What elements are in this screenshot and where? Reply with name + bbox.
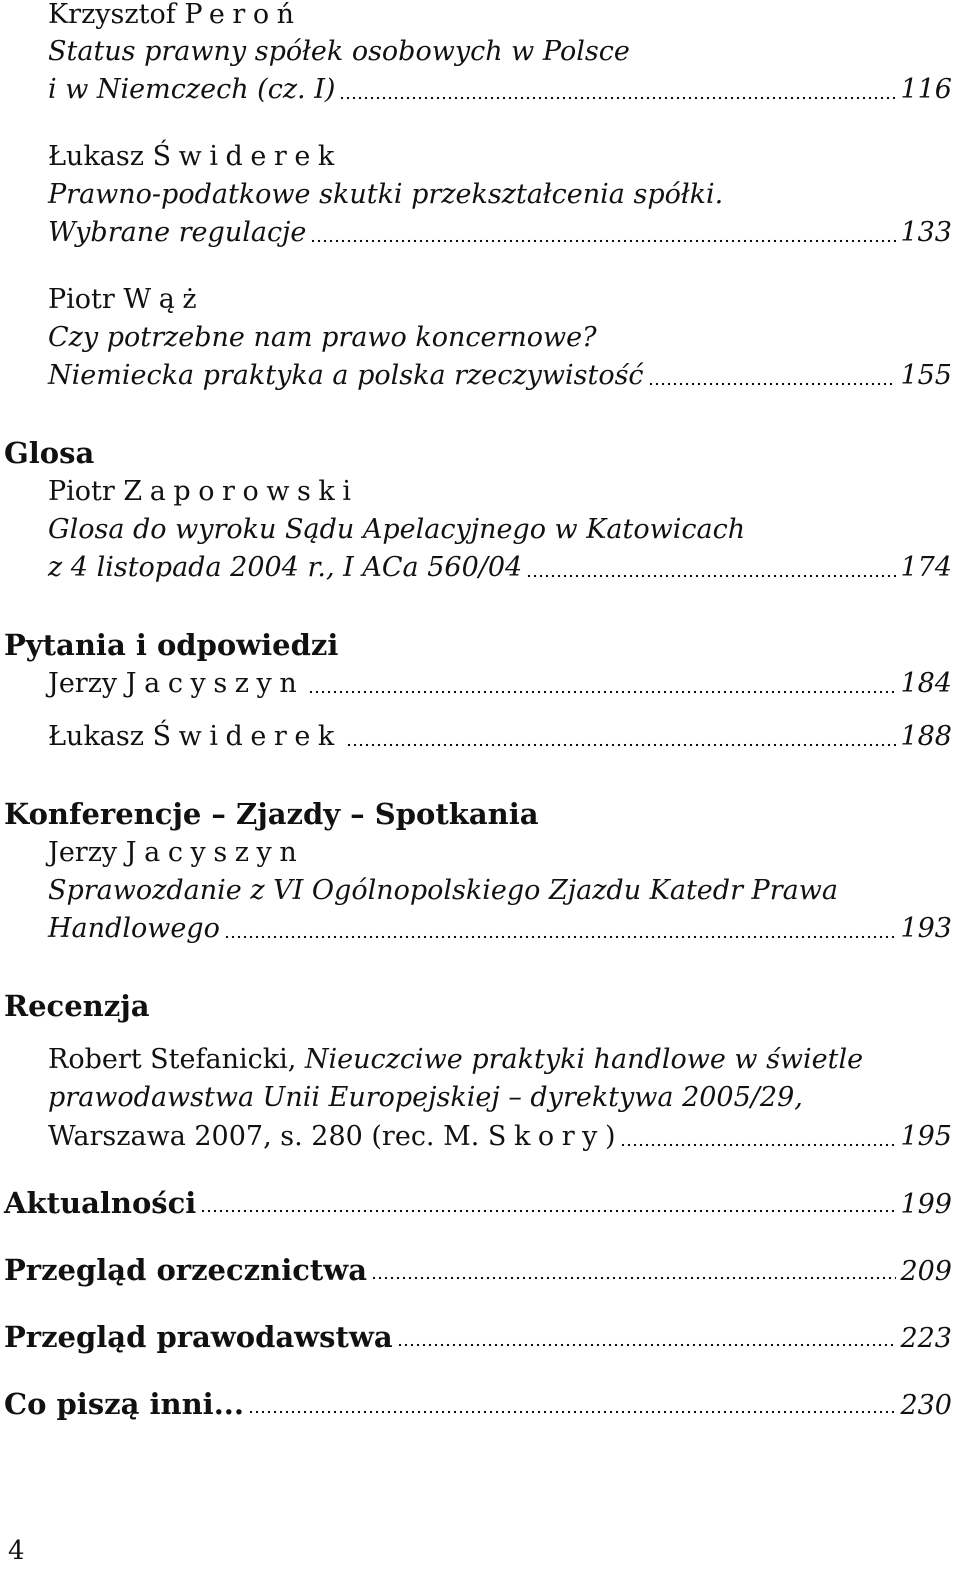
author-last-name: Wąż (123, 284, 205, 315)
entry-title-text: Handlowego (48, 913, 220, 944)
review-title-text: Nieuczciwe praktyki handlowe w świetle (304, 1044, 864, 1075)
page-ref: 174 (900, 552, 952, 583)
entry-author (48, 281, 952, 319)
entry-author (48, 834, 952, 872)
author-first-name: Łukasz (48, 721, 144, 752)
entry-title-line: Czy potrzebne nam prawo koncernowe? (48, 322, 597, 353)
author-last-name: Peroń (184, 0, 302, 30)
page-ref: 230 (900, 1390, 952, 1421)
section-aktualnosci[interactable] (4, 1184, 952, 1222)
entry-title-line-with-page[interactable] (48, 549, 952, 587)
dot-leader (339, 96, 896, 100)
entry-author (48, 138, 952, 176)
review-line: prawodawstwa Unii Europejskiej – dyrektywa 2005/29, (48, 1082, 803, 1113)
author-last-name: Świderek (152, 721, 342, 752)
section-heading-pytania: Pytania i odpowiedzi (4, 628, 339, 662)
page-ref: 116 (900, 74, 952, 105)
entry-author (48, 0, 952, 34)
section-przeglad-orzecznictwa[interactable] (4, 1251, 952, 1289)
section-heading: Przegląd orzecznictwa (4, 1253, 368, 1287)
author-first-name: Jerzy (48, 668, 118, 699)
entry-title-text: Wybrane regulacje (48, 217, 307, 248)
section-heading: Przegląd prawodawstwa (4, 1320, 393, 1354)
section-heading-recenzja: Recenzja (4, 989, 150, 1023)
dot-leader (620, 1143, 897, 1147)
entry-title-line: Status prawny spółek osobowych w Polsce (48, 36, 630, 67)
dot-leader (224, 935, 897, 939)
author-last-name: Jacyszyn (125, 837, 305, 868)
page-ref: 155 (900, 360, 952, 391)
section-przeglad-prawodawstwa[interactable] (4, 1318, 952, 1356)
author-first-name: Piotr (48, 476, 115, 507)
page-ref: 188 (900, 721, 952, 752)
entry-title-text: z 4 listopada 2004 r., I ACa 560/04 (48, 552, 523, 583)
dot-leader (397, 1343, 897, 1347)
author-last-name: Świderek (152, 141, 342, 172)
author-first-name: Jerzy (48, 837, 118, 868)
qa-entry[interactable] (48, 665, 952, 703)
dot-leader (371, 1276, 896, 1280)
review-publication-text: Warszawa 2007, s. 280 (rec. M. (48, 1121, 480, 1152)
review-author: Robert Stefanicki, (48, 1044, 297, 1075)
entry-title-line-with-page[interactable] (48, 910, 952, 948)
section-co-pisza-inni[interactable] (4, 1385, 952, 1423)
dot-leader (346, 743, 897, 747)
page-ref: 193 (900, 913, 952, 944)
entry-title-line-with-page[interactable] (48, 71, 952, 109)
review-publication-info (48, 1118, 616, 1156)
page-ref: 195 (900, 1121, 952, 1152)
page-ref: 223 (900, 1323, 952, 1354)
entry-title-line: Sprawozdanie z VI Ogólnopolskiego Zjazdu Katedr Prawa (48, 875, 838, 906)
entry-title-line-with-page[interactable] (48, 214, 952, 252)
reviewer-name: Skory (487, 1121, 605, 1152)
page-ref: 133 (900, 217, 952, 248)
entry-title-line-with-page[interactable] (48, 357, 952, 395)
entry-title-text: i w Niemczech (cz. I) (48, 74, 336, 105)
section-heading-glosa: Glosa (4, 436, 95, 470)
author-last-name: Zaporowski (123, 476, 359, 507)
entry-title-line: Glosa do wyroku Sądu Apelacyjnego w Katowicach (48, 514, 746, 545)
qa-entry[interactable] (48, 718, 952, 756)
dot-leader (308, 690, 896, 694)
section-heading-konferencje: Konferencje – Zjazdy – Spotkania (4, 797, 539, 831)
entry-title-line: Prawno-podatkowe skutki przekształcenia spółki. (48, 179, 724, 210)
page-ref: 184 (900, 668, 952, 699)
author-first-name: Łukasz (48, 141, 144, 172)
dot-leader (648, 382, 897, 386)
entry-author (48, 665, 304, 703)
page-ref: 199 (900, 1189, 952, 1220)
dot-leader (310, 239, 896, 243)
entry-title-text: Niemiecka praktyka a polska rzeczywistość (48, 360, 644, 391)
review-line-with-page[interactable] (48, 1118, 952, 1156)
dot-leader (526, 574, 896, 578)
page-number: 4 (8, 1536, 25, 1566)
closing-paren: ) (605, 1121, 616, 1152)
entry-author (48, 473, 952, 511)
author-last-name: Jacyszyn (125, 668, 305, 699)
dot-leader (248, 1410, 896, 1414)
section-heading: Aktualności (4, 1186, 197, 1220)
page-ref: 209 (900, 1256, 952, 1287)
entry-author (48, 718, 342, 756)
dot-leader (200, 1209, 896, 1213)
author-first-name: Krzysztof (48, 0, 176, 30)
review-line (48, 1041, 952, 1079)
section-heading: Co piszą inni... (4, 1387, 244, 1421)
author-first-name: Piotr (48, 284, 115, 315)
